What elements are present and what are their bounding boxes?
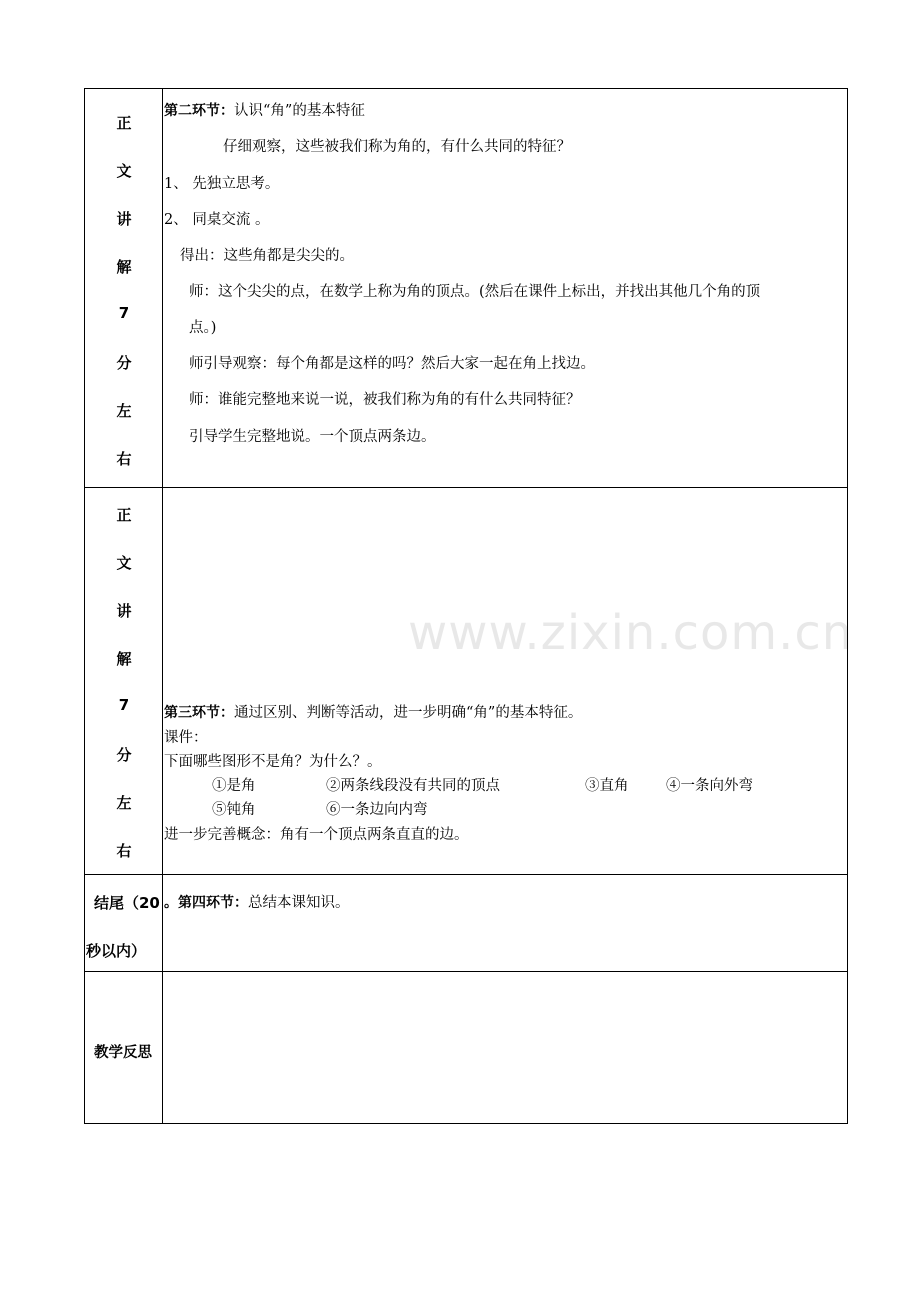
side-char: 正 (116, 114, 132, 132)
side-char: 分 (116, 354, 132, 372)
heading-text: 总结本课知识。 (248, 895, 350, 911)
heading-text: 认识“角”的基本特征 (234, 103, 365, 119)
side-char: 7 (118, 696, 130, 714)
row-label-cell (85, 89, 163, 487)
table-row-section-2 (84, 88, 848, 487)
heading-lead: 。 (164, 895, 178, 911)
side-char: 正 (116, 506, 132, 524)
side-char: 文 (116, 162, 132, 180)
heading-bold: 第四环节： (178, 895, 248, 911)
side-char: 右 (116, 450, 132, 468)
row-content-cell-empty (163, 972, 847, 1123)
content-line: 师：谁能完整地来说一说，被我们称为角的有什么共同特征？ (189, 392, 581, 408)
content-line: 引导学生完整地说。一个顶点两条边。 (189, 429, 436, 445)
content-line: 仔细观察，这些被我们称为角的，有什么共同的特征？ (223, 139, 571, 155)
row-label-cell (85, 488, 163, 874)
heading-text: 通过区别、判断等活动，进一步明确“角”的基本特征。 (234, 705, 583, 721)
heading-bold: 第二环节： (164, 103, 234, 119)
content-line: 2、 同桌交流 。 (164, 212, 270, 228)
option-item: ③直角 (585, 778, 629, 794)
side-char: 解 (116, 650, 132, 668)
content-line: 师引导观察：每个角都是这样的吗？然后大家一起在角上找边。 (189, 356, 595, 372)
side-char: 讲 (116, 210, 132, 228)
side-char: 左 (116, 402, 132, 420)
row-content-cell (163, 89, 847, 487)
option-item: ④一条向外弯 (666, 778, 753, 794)
side-char: 解 (116, 258, 132, 276)
row-label-cell (85, 875, 163, 971)
side-char: 讲 (116, 602, 132, 620)
side-char: 7 (118, 304, 130, 322)
row-label-cell (85, 972, 163, 1123)
option-item: ①是角 (212, 778, 256, 794)
closing-label-line-1: 结尾（20 (94, 894, 160, 912)
side-char: 分 (116, 746, 132, 764)
option-item: ②两条线段没有共同的顶点 (326, 778, 500, 794)
section-heading (164, 701, 582, 722)
heading-bold: 第三环节： (164, 705, 234, 721)
content-line: 1、 先独立思考。 (164, 176, 280, 192)
option-item: ⑥一条边向内弯 (326, 802, 428, 818)
section-heading (164, 891, 350, 912)
side-char: 右 (116, 842, 132, 860)
side-char: 左 (116, 794, 132, 812)
content-line: 进一步完善概念：角有一个顶点两条直直的边。 (164, 827, 469, 843)
content-line: 得出：这些角都是尖尖的。 (180, 248, 354, 264)
row-content-cell (163, 488, 847, 874)
watermark: www.zixin.com.cn (408, 605, 854, 661)
table-row-section-4 (84, 874, 848, 971)
lesson-table (84, 88, 848, 1124)
option-item: ⑤钝角 (212, 802, 256, 818)
content-line: 下面哪些图形不是角？为什么？。 (164, 754, 382, 770)
table-row-reflection (84, 971, 848, 1124)
section-heading (164, 99, 365, 120)
row-content-cell (163, 875, 847, 971)
content-line: 点。) (189, 320, 217, 336)
content-line: 师：这个尖尖的点，在数学上称为角的顶点。(然后在课件上标出，并找出其他几个角的顶 (189, 284, 761, 300)
reflection-label: 教学反思 (94, 1045, 152, 1061)
table-row-section-3 (84, 487, 848, 874)
closing-label-line-2: 秒以内） (86, 942, 147, 960)
side-char: 文 (116, 554, 132, 572)
content-line: 课件： (164, 730, 208, 746)
